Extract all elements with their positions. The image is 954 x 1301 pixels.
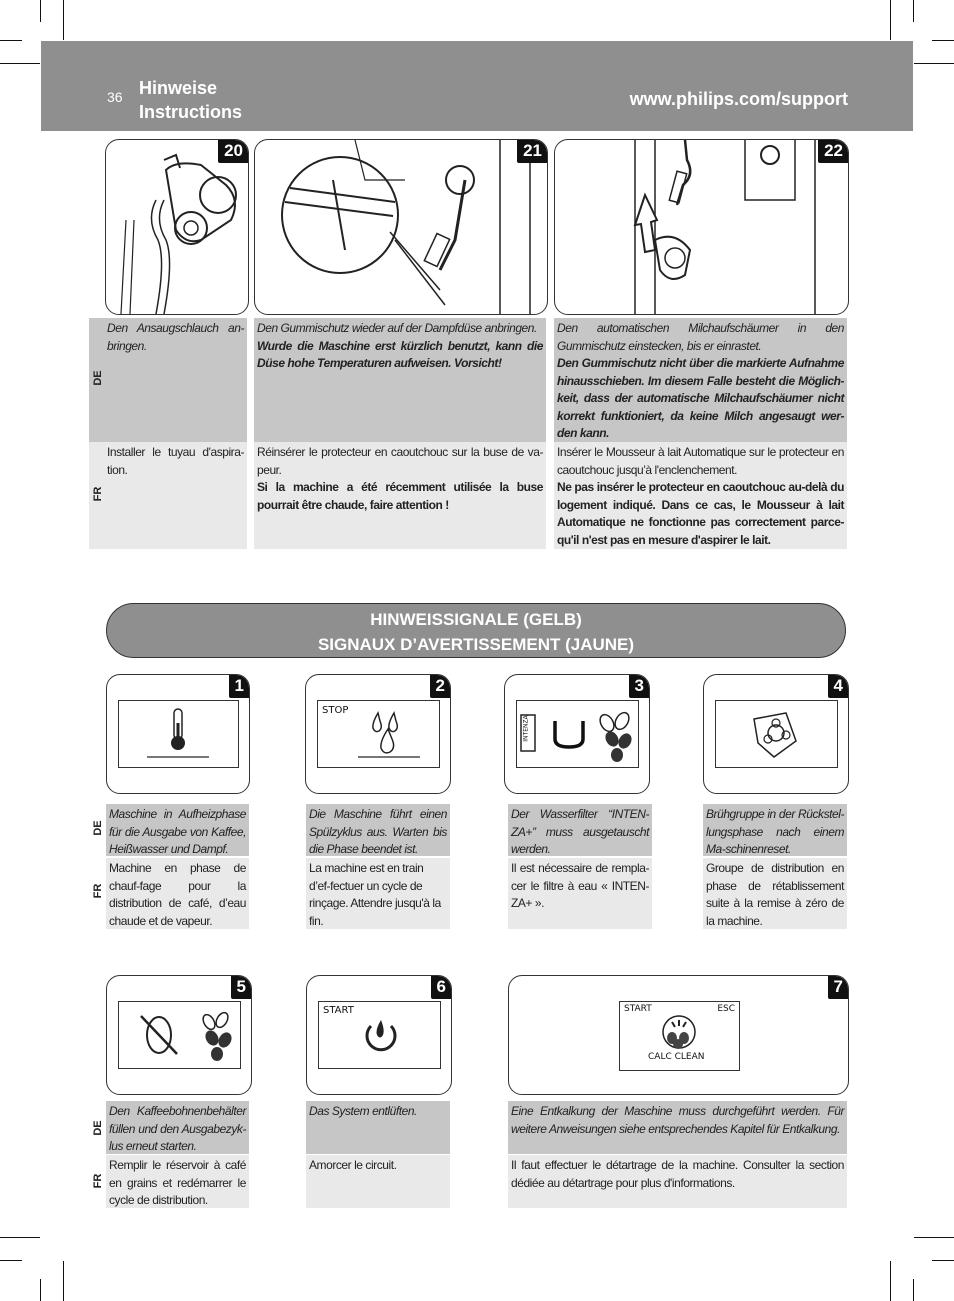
header-title-fr: Instructions: [139, 102, 243, 122]
crop-mark: [0, 63, 40, 64]
signal-6-text-fr: Amorcer le circuit.: [306, 1155, 450, 1208]
crop-mark: [932, 1260, 954, 1261]
lang-label-fr: FR: [92, 486, 104, 502]
crop-mark: [63, 1261, 64, 1301]
signal-6-display: [306, 975, 452, 1095]
step-21-fr-normal: Réinsérer le protecteur en caoutchouc sur la buse de va-peur.: [257, 445, 543, 477]
page-header: [41, 41, 913, 131]
display-screen: [317, 700, 440, 768]
signal-5-display: [106, 975, 252, 1095]
signal-number: 2: [430, 675, 450, 698]
crop-mark: [913, 1279, 914, 1301]
step-21-de-warning: Wurde die Maschine erst kürzlich benutzt, kann die Düse hohe Temperaturen aufweisen. Vorsicht!: [257, 338, 543, 370]
signal-4-text-fr: Groupe de distribution en phase de rétablissement suite à la remise à zéro de la machine.: [703, 858, 847, 929]
step-number: 22: [818, 140, 848, 163]
section-banner: [106, 603, 846, 658]
display-screen: [118, 700, 239, 768]
screen-label-calc-clean: CALC CLEAN: [648, 1052, 705, 1062]
display-screen: [318, 1001, 441, 1069]
crop-mark: [0, 1260, 22, 1261]
signal-5-text-fr: Remplir le réservoir à café en grains et redémarrer le cycle de distribution.: [106, 1155, 249, 1208]
progress-line: [358, 756, 420, 758]
lang-label-de: DE: [92, 820, 104, 836]
signal-2-display: [305, 674, 451, 794]
signal-1-text-fr: Machine en phase de chauf-fage pour la distribution de café, d’eau chaude et de vapeur.: [106, 858, 249, 929]
step-22-text-de: [554, 318, 847, 442]
lang-label-de: DE: [92, 1120, 104, 1136]
crop-mark: [914, 1237, 954, 1238]
crop-mark: [0, 1237, 40, 1238]
step-22-fr-normal: Insérer le Mousseur à lait Automatique sur le protecteur en caoutchouc jusqu’à l'enclenchement.: [557, 445, 844, 477]
crop-mark: [932, 40, 954, 41]
step-20-illustration: [105, 139, 249, 315]
step-20-text-de: Den Ansaugschlauch an-bringen.: [104, 318, 247, 357]
crop-mark: [0, 40, 22, 41]
lang-label-fr: FR: [92, 883, 104, 899]
step-21-de-normal: Den Gummischutz wieder auf der Dampfdüse anbringen.: [257, 321, 537, 335]
signal-2-text-fr: La machine est en train d’ef-fectuer un cycle de rinçage. Attendre jusqu'à la fin.: [306, 858, 450, 929]
step-22-fr-warning: Ne pas insérer le protecteur en caoutchouc au-delà du logement indiqué. Dans ce cas, le Mousseur à lait Automatique ne fonctionne pas correctement parce-qu'il n'est pas en mesure d'aspirer le lait.: [557, 480, 844, 547]
signal-number: 6: [431, 976, 451, 999]
display-screen: [619, 1001, 740, 1071]
crop-mark: [913, 0, 914, 22]
no-beans-icon: [119, 1002, 240, 1068]
screen-label-esc: ESC: [717, 1004, 735, 1014]
step-22-text-fr: [554, 442, 847, 549]
filter-beans-icon: [517, 701, 638, 767]
crop-mark: [63, 0, 64, 40]
screen-label-stop: STOP: [322, 705, 349, 716]
screen-label-start: START: [323, 1005, 354, 1016]
crop-mark: [914, 63, 954, 64]
signal-number: 1: [229, 675, 249, 698]
signal-1-display: [106, 674, 250, 794]
screen-label-start: START: [624, 1004, 652, 1014]
step-21-text-de: [254, 318, 546, 442]
step-22-de-normal: Den automatischen Milchaufschäumer in den Gummischutz einstecken, bis er einrastet.: [557, 321, 844, 353]
signal-3-text-fr: Il est nécessaire de rempla-cer le filtre à eau « INTEN-ZA+ ».: [508, 858, 652, 929]
signal-number: 5: [231, 976, 251, 999]
signal-number: 4: [828, 675, 848, 698]
hose-attach-drawing: [106, 140, 248, 314]
signal-2-text-de: Die Maschine führt einen Spülzyklus aus. Warten bis die Phase beendet ist.: [306, 804, 450, 856]
page-number: 36: [107, 89, 123, 105]
signal-6-text-de: Das System entlüften.: [306, 1101, 450, 1154]
brew-group-icon: [716, 701, 837, 767]
lang-label-de: DE: [92, 370, 104, 386]
crop-mark: [890, 1261, 891, 1301]
signal-4-display: [703, 674, 849, 794]
milk-frother-drawing: [555, 140, 848, 314]
banner-title-fr: SIGNAUX D’AVERTISSEMENT (JAUNE): [317, 635, 635, 654]
step-21-fr-warning: Si la machine a été récemment utilisée la buse pourrait être chaude, faire attention !: [257, 480, 543, 512]
step-20-text-fr: Installer le tuyau d'aspira-tion.: [104, 442, 247, 481]
signal-7-text-fr: Il faut effectuer le détartrage de la machine. Consulter la section dédiée au détartrage pour plus d'informations.: [508, 1155, 847, 1208]
step-21-illustration: [254, 139, 548, 315]
step-22-de-warning: Den Gummischutz nicht über die markierte Aufnahme hinausschieben. Im diesem Falle besteht die Möglich-keit, dass der automatische Milchaufschäumer nicht korrekt funktioniert, da keine Milch angesaugt wer-den kann.: [557, 356, 844, 440]
lang-label-fr: FR: [92, 1173, 104, 1189]
step-21-text-fr: [254, 442, 546, 549]
signal-1-text-de: Maschine in Aufheizphase für die Ausgabe von Kaffee, Heißwasser und Dampf.: [106, 804, 249, 856]
signal-3-text-de: Der Wasserfilter “INTEN-ZA+” muss ausgetauscht werden.: [508, 804, 652, 856]
crop-mark: [40, 0, 41, 22]
signal-5-text-de: Den Kaffeebohnenbehälter füllen und den Ausgabezyk-lus erneut starten.: [106, 1101, 249, 1154]
signal-number: 7: [828, 976, 848, 999]
support-url[interactable]: www.philips.com/support: [629, 89, 848, 109]
progress-line: [147, 756, 209, 758]
header-title-de: Hinweise: [139, 78, 218, 98]
crop-mark: [40, 1279, 41, 1301]
display-screen: [516, 700, 639, 768]
signal-number: 3: [629, 675, 649, 698]
display-screen: [118, 1001, 241, 1069]
step-number: 20: [218, 140, 248, 163]
signal-7-text-de: Eine Entkalkung der Maschine muss durchgeführt werden. Für weitere Anweisungen siehe entsprechendes Kapitel für Entkalkung.: [508, 1101, 847, 1154]
filter-label: INTENZA: [522, 715, 530, 742]
steam-wand-drawing: [255, 140, 547, 314]
crop-mark: [890, 0, 891, 40]
signal-7-display: [508, 975, 849, 1095]
banner-title-de: HINWEISSIGNALE (GELB): [370, 610, 582, 629]
step-22-illustration: [554, 139, 849, 315]
signal-3-display: [504, 674, 650, 794]
signal-4-text-de: Brühgruppe in der Rückstel-lungsphase nach einem Ma-schinenreset.: [703, 804, 847, 856]
step-number: 21: [517, 140, 547, 163]
display-screen: [715, 700, 838, 768]
